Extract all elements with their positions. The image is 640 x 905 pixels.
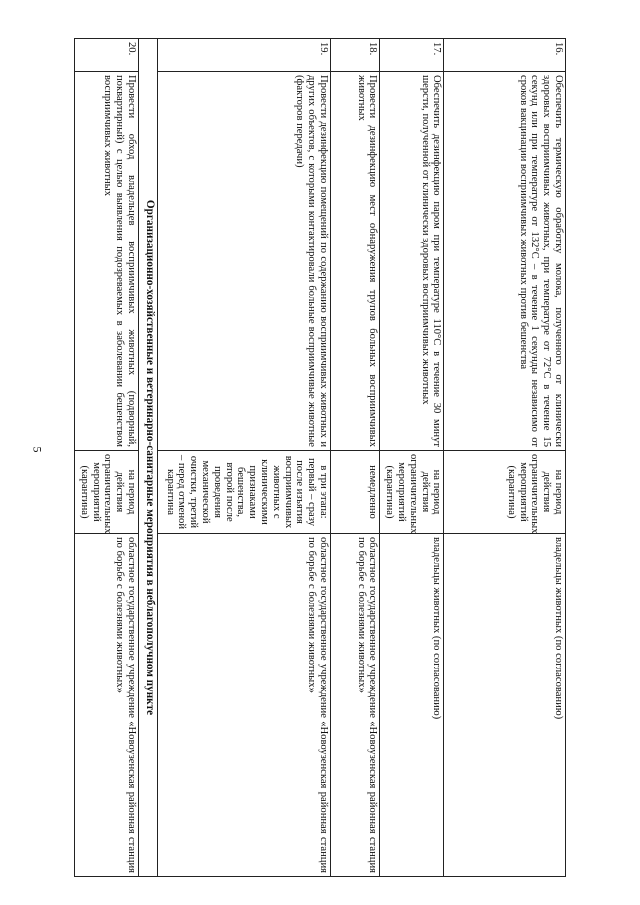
section-header-row	[138, 39, 157, 877]
measures-table	[74, 38, 566, 877]
table-row	[75, 39, 139, 877]
row-number: 16.	[444, 39, 566, 72]
row-number: 20.	[75, 39, 139, 72]
executor-cell: владельцы животных (по согласованию)	[380, 534, 444, 877]
section-title: Организационно-хозяйственные и ветеринарно-санитарные мероприятия в неблагополучном пункте	[138, 39, 157, 877]
measure-cell: Провести обход владельцев восприимчивых животных (подворный, поквартирный) с целью выявления подозреваемых в заболевании бешенством восприимчивых животных	[75, 72, 139, 451]
measures-table-container	[74, 38, 566, 873]
table-row	[380, 39, 444, 877]
term-cell: на период действия ограничительных мероприятий (карантина)	[380, 451, 444, 534]
executor-cell: владельцы животных (по согласованию)	[444, 534, 566, 877]
measure-cell: Обеспечить дезинфекцию паром при температуре 110°С в течение 30 минут шерсти, полученной от клинически здоровых восприимчивых животных	[380, 72, 444, 451]
table-row	[444, 39, 566, 877]
page-number: 5	[30, 446, 45, 453]
measure-cell: Провести дезинфекцию мест обнаружения трупов больных восприимчивых животных	[330, 72, 379, 451]
term-cell: немедленно	[330, 451, 379, 534]
rotated-sheet	[74, 38, 566, 873]
executor-cell: областное государственное учреждение «Новоузенская районная станция по борьбе с болезнями животных»	[157, 534, 330, 877]
table-row	[330, 39, 379, 877]
row-number: 18.	[330, 39, 379, 72]
row-number: 19.	[157, 39, 330, 72]
term-cell: на период действия ограничительных мероприятий (карантина)	[444, 451, 566, 534]
measure-cell: Обеспечить термическую обработку молока, полученного от клинически здоровых восприимчивых животных, при температуре от 72°С в течение 15 секунд или при температуре от 132°С – в течение 1 секунды независимо от сроков вакцинации восприимчивых животных против бешенства	[444, 72, 566, 451]
measure-cell: Провести дезинфекцию помещений по содержанию восприимчивых животных и других объектов, с которыми контактировали больные восприимчивые животные (факторов передачи)	[157, 72, 330, 451]
term-cell: на период действия ограничительных мероприятий (карантина)	[75, 451, 139, 534]
executor-cell: областное государственное учреждение «Новоузенская районная станция по борьбе с болезнями животных»	[330, 534, 379, 877]
term-cell: в три этапа: первый – сразу после изъятия восприимчивых животных с клиническими признаками бешенства, второй после проведения механической очистки, третий – перед отменой карантина	[157, 451, 330, 534]
table-row	[157, 39, 330, 877]
executor-cell: областное государственное учреждение «Новоузенская районная станция по борьбе с болезнями животных»	[75, 534, 139, 877]
row-number: 17.	[380, 39, 444, 72]
